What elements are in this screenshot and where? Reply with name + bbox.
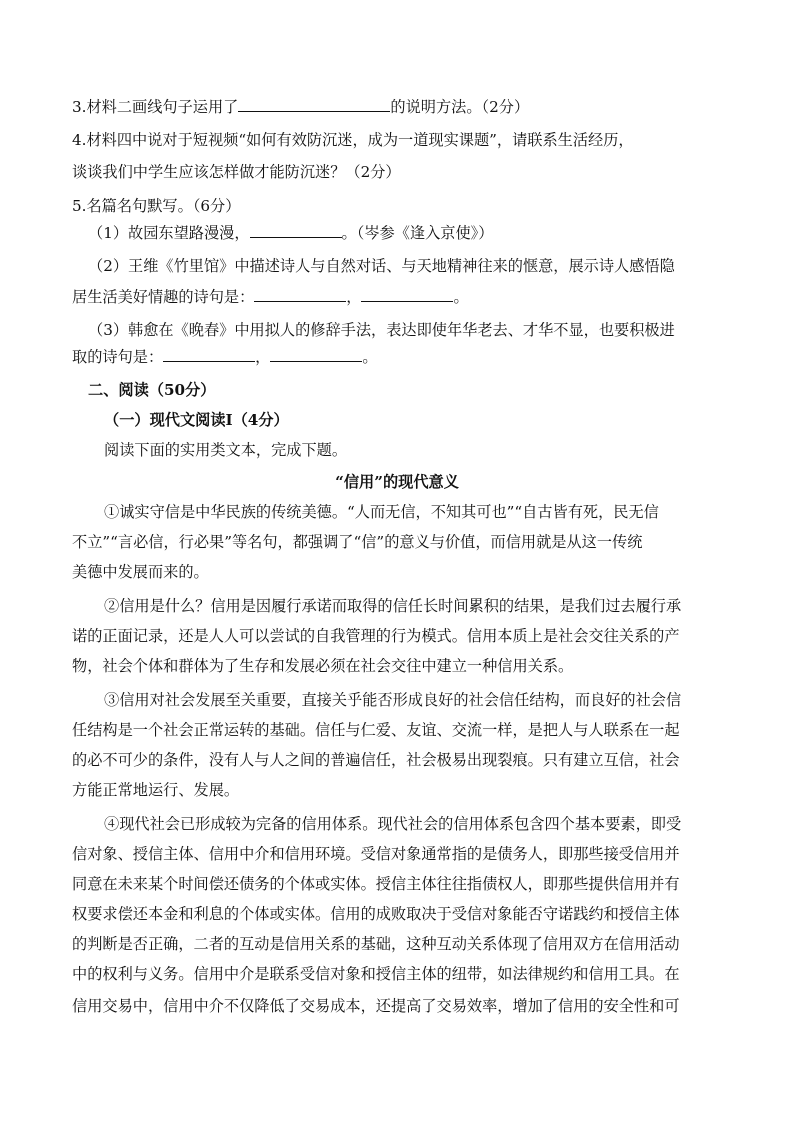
question-5-item-1 (88, 222, 748, 243)
paragraph-line: 信对象、授信主体、信用中介和信用环境。受信对象通常指的是债务人，即那些接受信用并 (72, 845, 680, 863)
paragraph-line: 信用交易中，信用中介不仅降低了交易成本，还提高了交易效率，增加了信用的安全性和可 (72, 997, 680, 1015)
paragraph-line: ④现代社会已形成较为完备的信用体系。现代社会的信用体系包含四个基本要素，即受 (104, 815, 682, 833)
paragraph-line: 中的权利与义务。信用中介是联系受信对象和授信主体的纽带，如法律规约和信用工具。在 (72, 965, 680, 983)
question-5-item-2-line-2 (72, 286, 732, 307)
answer-blank[interactable] (238, 96, 390, 112)
article-title: “信用”的现代意义 (335, 473, 459, 491)
item-3-text: 取的诗句是： (72, 348, 164, 366)
question-4-line-2: 谈谈我们中学生应该怎样做才能防沉迷？（2分） (72, 163, 401, 181)
paragraph-line: 物，社会个体和群体为了生存和发展必须在社会交往中建立一种信用关系。 (72, 657, 574, 675)
answer-blank[interactable] (270, 346, 362, 362)
question-5-item-3-line-2 (72, 346, 732, 367)
paragraph-line: 不立”“言必信，行必果”等名句，都强调了“信”的意义与价值，而信用就是从这一传统 (72, 533, 643, 551)
reading-instruction: 阅读下面的实用类文本，完成下题。 (104, 441, 347, 459)
question-5-title: 5.名篇名句默写。（6分） (72, 197, 241, 215)
item-2-comma: ， (346, 288, 362, 306)
subsection-heading: （一）现代文阅读Ⅰ（4分） (104, 411, 289, 429)
paragraph-line: ③信用对社会发展至关重要，直接关乎能否形成良好的社会信任结构，而良好的社会信 (104, 691, 682, 709)
paragraph-line: 同意在未来某个时间偿还债务的个体或实体。授信主体往往指债权人，即那些提供信用并有 (72, 875, 680, 893)
paragraph-line: 美德中发展而来的。 (72, 563, 209, 581)
section-heading: 二、阅读（50分） (88, 381, 216, 399)
answer-blank[interactable] (163, 346, 255, 362)
question-3-suffix: 的说明方法。（2分） (390, 98, 530, 116)
question-5-item-2-line-1: （2）王维《竹里馆》中描述诗人与自然对话、与天地精神往来的惬意，展示诗人感悟隐 (88, 257, 675, 275)
item-1-text: （1）故园东望路漫漫， (88, 224, 250, 242)
paragraph-line: 的判断是否正确，二者的互动是信用关系的基础，这种互动关系体现了信用双方在信用活动 (72, 935, 680, 953)
paragraph-line: ②信用是什么？信用是因履行承诺而取得的信任长时间累积的结果，是我们过去履行承 (104, 597, 682, 615)
answer-blank[interactable] (361, 286, 453, 302)
question-5-item-3-line-1: （3）韩愈在《晚春》中用拟人的修辞手法，表达即使年华老去、才华不显，也要积极进 (88, 321, 675, 339)
paragraph-line: 任结构是一个社会正常运转的基础。信任与仁爱、友谊、交流一样，是把人与人联系在一起 (72, 721, 680, 739)
item-2-period: 。 (453, 288, 469, 306)
item-2-text: 居生活美好情趣的诗句是： (72, 288, 255, 306)
item-1-suffix: 。（岑参《逢入京使》） (341, 224, 494, 242)
question-3-text: 3.材料二画线句子运用了 (72, 98, 239, 116)
paragraph-line: 方能正常地运行、发展。 (72, 781, 240, 799)
paragraph-line: 权要求偿还本金和利息的个体或实体。信用的成败取决于受信对象能否守诺践约和授信主体 (72, 905, 680, 923)
item-3-period: 。 (362, 348, 378, 366)
paragraph-line: 的必不可少的条件，没有人与人之间的普遍信任，社会极易出现裂痕。只有建立互信，社会 (72, 751, 680, 769)
item-3-comma: ， (255, 348, 271, 366)
question-3 (72, 96, 732, 117)
paragraph-line: 诺的正面记录，还是人人可以尝试的自我管理的行为模式。信用本质上是社会交往关系的产 (72, 627, 680, 645)
paragraph-line: ①诚实守信是中华民族的传统美德。“人而无信，不知其可也”“自古皆有死，民无信 (104, 503, 659, 521)
question-4-line-1: 4.材料四中说对于短视频“如何有效防沉迷，成为一道现实课题”，请联系生活经历， (72, 131, 634, 149)
answer-blank[interactable] (250, 222, 342, 238)
answer-blank[interactable] (254, 286, 346, 302)
